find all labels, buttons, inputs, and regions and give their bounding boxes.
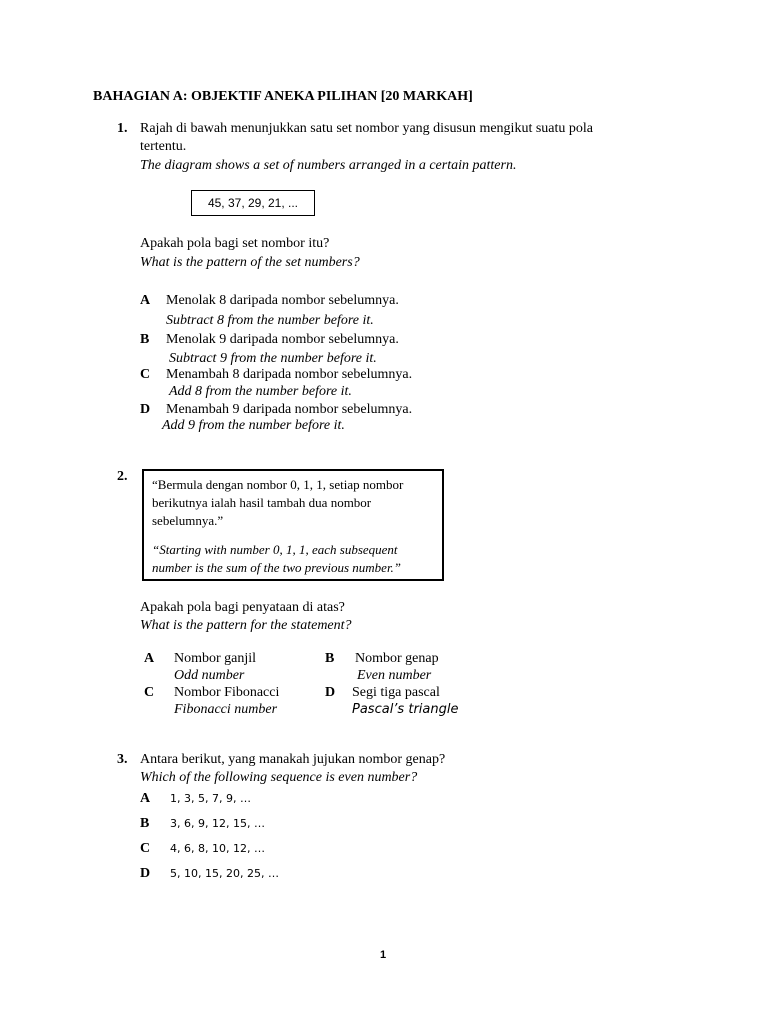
option-sequence: 1, 3, 5, 7, 9, …	[170, 792, 251, 805]
statement-ms: berikutnya ialah hasil tambah dua nombor	[152, 495, 372, 510]
option-text-en: Even number	[357, 668, 432, 683]
question-number: 2.	[117, 469, 128, 484]
statement-box	[142, 469, 444, 581]
question-number: 3.	[117, 752, 128, 767]
statement-en: number is the sum of the two previous number.”	[152, 560, 402, 575]
option-sequence: 3, 6, 9, 12, 15, …	[170, 817, 265, 830]
option-letter: D	[140, 866, 151, 881]
question-prompt-en: What is the pattern of the set numbers?	[140, 255, 360, 270]
option-sequence: 5, 10, 15, 20, 25, …	[170, 867, 279, 880]
question-prompt-en: Which of the following sequence is even number?	[140, 770, 418, 785]
option-letter: A	[144, 651, 155, 666]
option-text-en: Add 9 from the number before it.	[162, 418, 345, 433]
option-text-en: Add 8 from the number before it.	[169, 384, 352, 399]
statement-ms: “Bermula dengan nombor 0, 1, 1, setiap nombor	[152, 477, 404, 492]
option-text-ms: Menambah 8 daripada nombor sebelumnya.	[166, 367, 413, 382]
question-text-en: The diagram shows a set of numbers arranged in a certain pattern.	[140, 158, 517, 173]
option-letter: A	[140, 293, 151, 308]
option-letter: B	[140, 816, 150, 831]
question-prompt-ms: Antara berikut, yang manakah jujukan nombor genap?	[140, 752, 446, 767]
section-title: BAHAGIAN A: OBJEKTIF ANEKA PILIHAN [20 MARKAH]	[93, 89, 473, 104]
option-letter: D	[140, 402, 151, 417]
question-prompt-en: What is the pattern for the statement?	[140, 618, 352, 633]
statement-en: “Starting with number 0, 1, 1, each subsequent	[152, 542, 398, 557]
option-text-ms: Menolak 9 daripada nombor sebelumnya.	[166, 332, 399, 347]
option-text-ms: Nombor Fibonacci	[174, 685, 280, 700]
question-text-ms: Rajah di bawah menunjukkan satu set nombor yang disusun mengikut suatu pola	[140, 121, 593, 136]
option-letter: C	[140, 841, 151, 856]
option-letter: C	[140, 367, 151, 382]
option-text-ms: Menolak 8 daripada nombor sebelumnya.	[166, 293, 399, 308]
option-text-en: Subtract 8 from the number before it.	[166, 313, 374, 328]
page-number: 1	[380, 949, 387, 961]
option-text-ms: Nombor genap	[355, 651, 439, 666]
sequence-box	[191, 190, 315, 216]
option-text-en: Pascal’s triangle	[352, 702, 459, 717]
option-letter: B	[325, 651, 335, 666]
question-number: 1.	[117, 121, 128, 136]
question-prompt-ms: Apakah pola bagi set nombor itu?	[140, 236, 330, 251]
option-text-en: Odd number	[174, 668, 245, 683]
option-letter: C	[144, 685, 155, 700]
option-letter: B	[140, 332, 150, 347]
option-letter: A	[140, 791, 151, 806]
option-text-ms: Segi tiga pascal	[352, 685, 440, 700]
option-text-en: Fibonacci number	[174, 702, 278, 717]
option-sequence: 4, 6, 8, 10, 12, …	[170, 842, 265, 855]
statement-ms: sebelumnya.”	[152, 513, 224, 528]
option-letter: D	[325, 685, 336, 700]
option-text-en: Subtract 9 from the number before it.	[169, 351, 377, 366]
question-prompt-ms: Apakah pola bagi penyataan di atas?	[140, 600, 345, 615]
sequence-text: 45, 37, 29, 21, ...	[207, 196, 299, 210]
question-text-ms: tertentu.	[140, 139, 187, 154]
option-text-ms: Menambah 9 daripada nombor sebelumnya.	[166, 402, 413, 417]
option-text-ms: Nombor ganjil	[174, 651, 257, 666]
